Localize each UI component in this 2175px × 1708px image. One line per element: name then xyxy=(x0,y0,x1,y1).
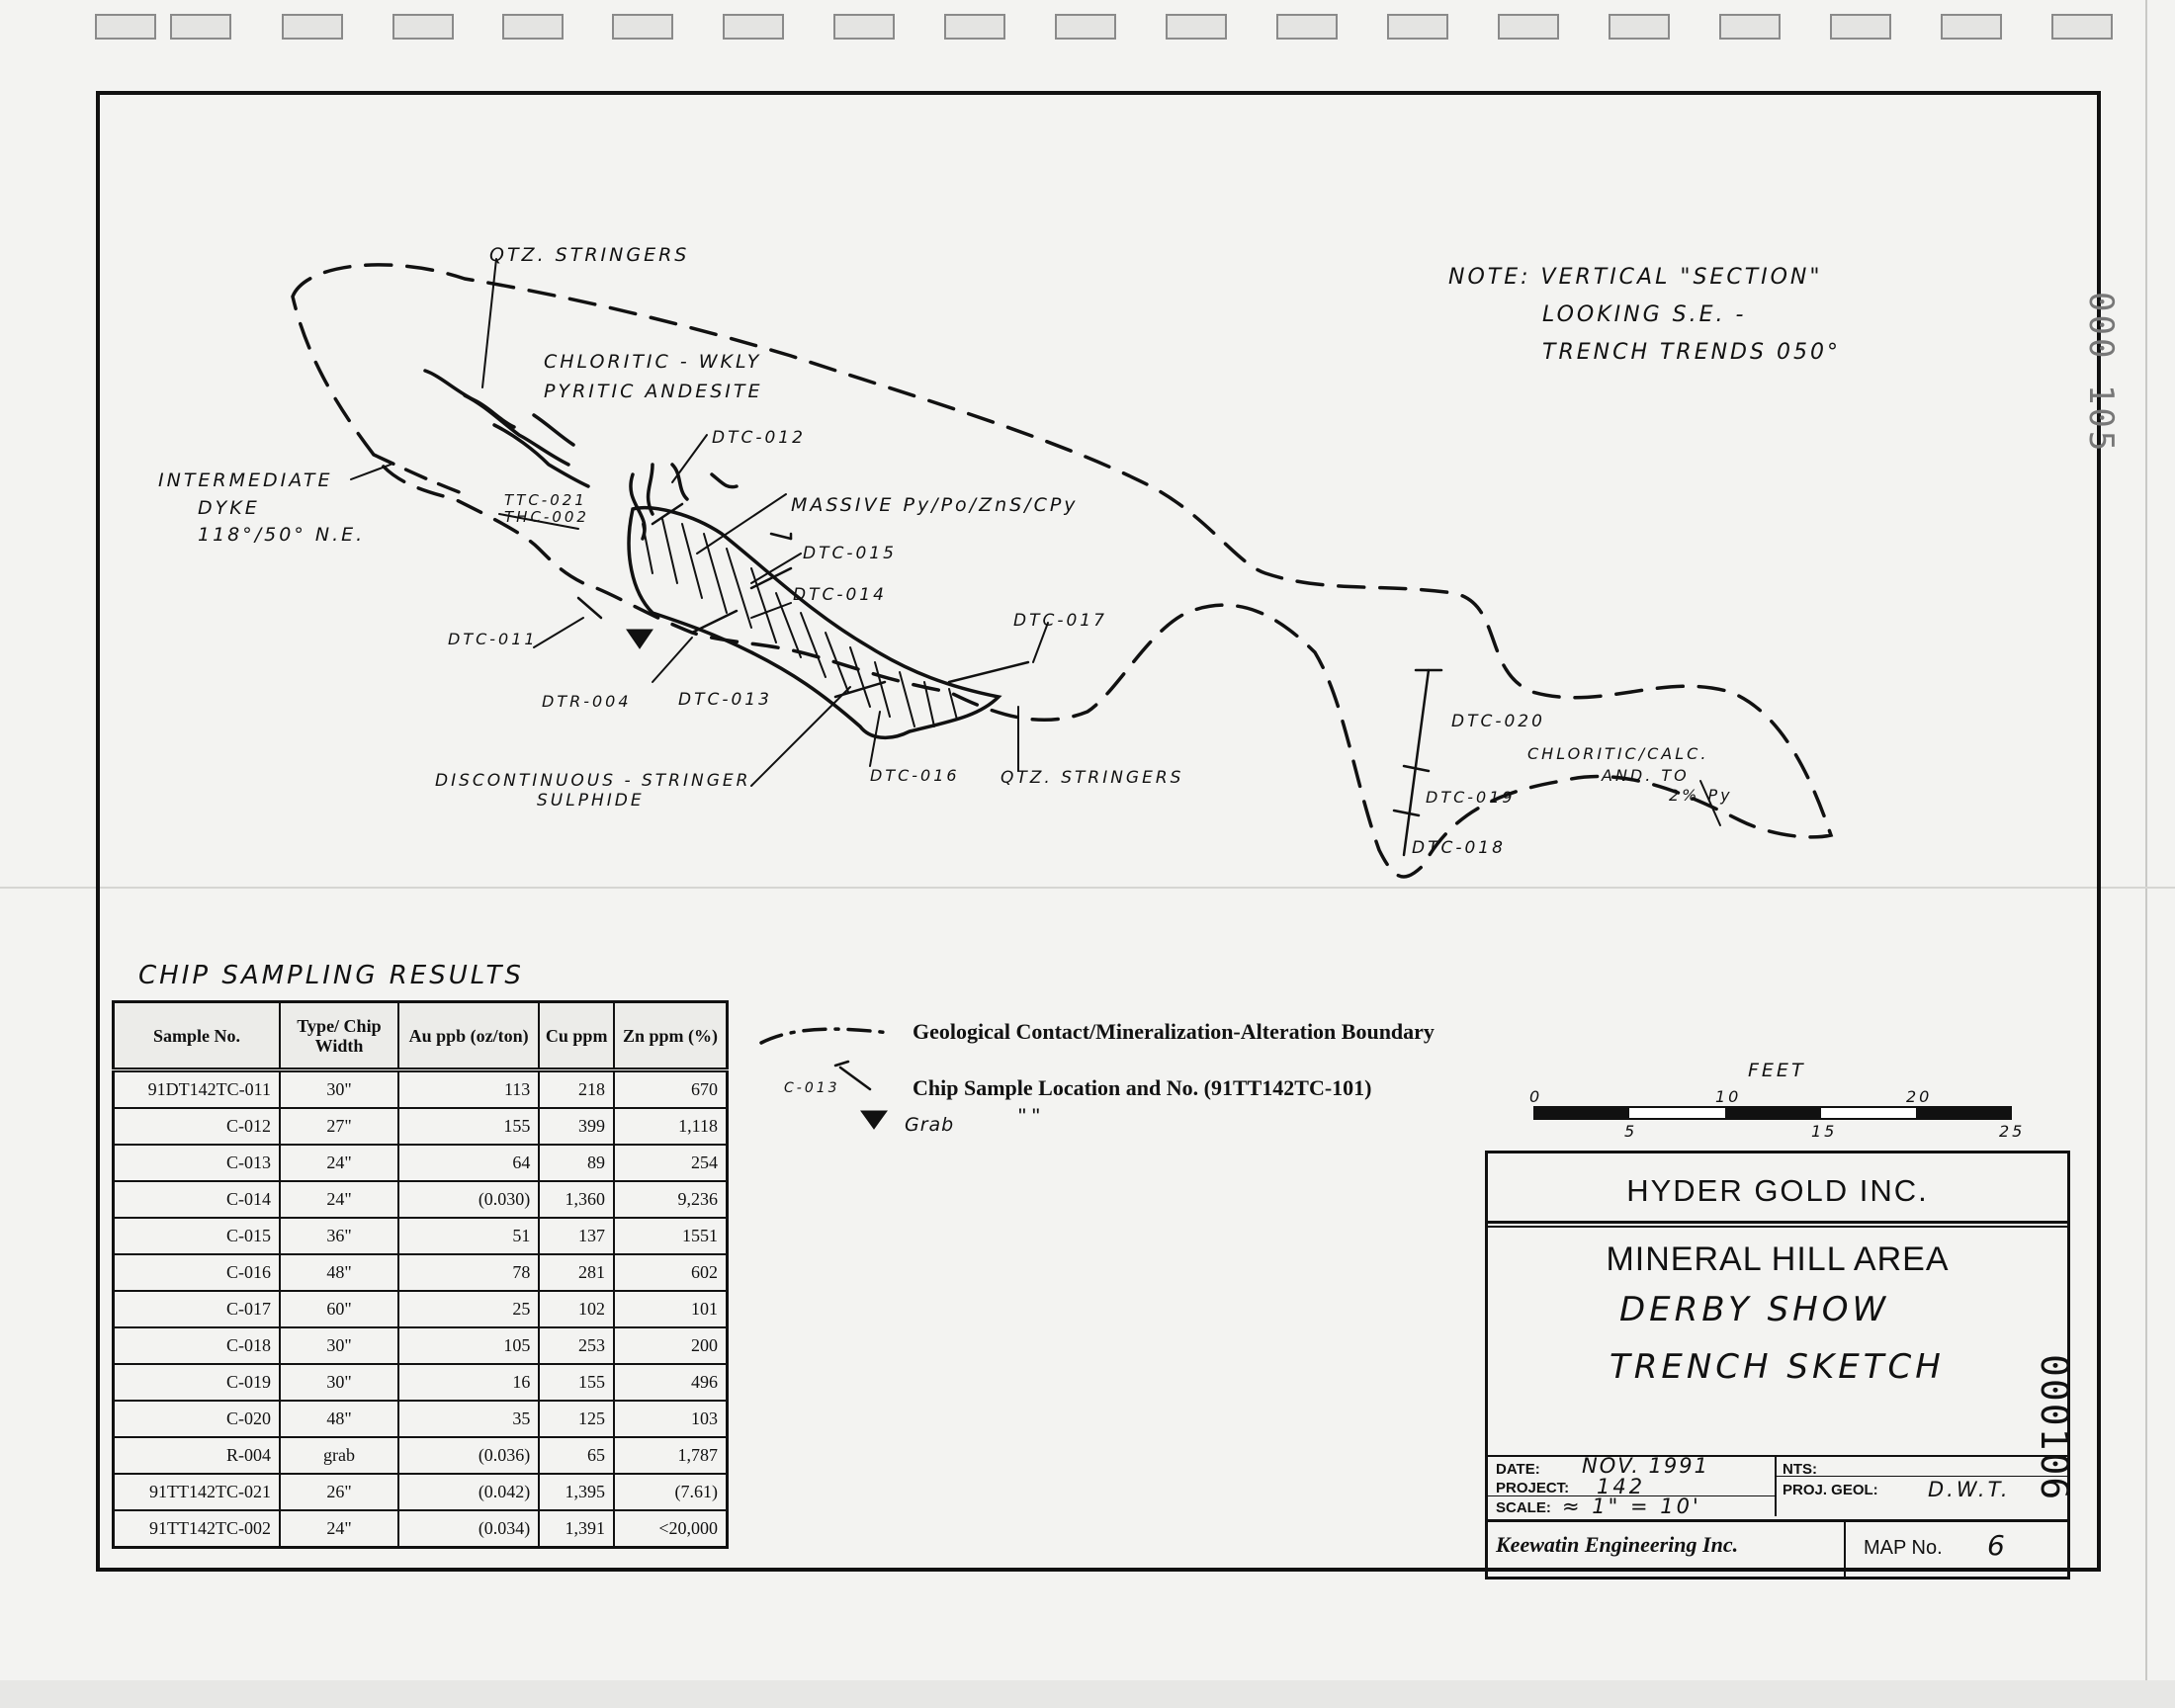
scale-tick-label: 10 xyxy=(1715,1087,1742,1106)
table-row xyxy=(114,1254,728,1291)
title-block xyxy=(1485,1151,2070,1580)
cell-type: 36" xyxy=(280,1218,398,1254)
label-sample-dtc016: DTC-016 xyxy=(870,766,960,785)
label-qtz-stringers: QTZ. STRINGERS xyxy=(1000,768,1184,788)
cell-type: 60" xyxy=(280,1291,398,1327)
label-sample-dtr004: DTR-004 xyxy=(542,692,632,711)
cell-zn: 602 xyxy=(614,1254,727,1291)
label-chloritic-calc: CHLORITIC/CALC. xyxy=(1527,744,1709,763)
cell-type: 30" xyxy=(280,1364,398,1401)
cell-zn: 9,236 xyxy=(614,1181,727,1218)
cell-zn: 103 xyxy=(614,1401,727,1437)
cell-type: 24" xyxy=(280,1510,398,1548)
cell-zn: 1,118 xyxy=(614,1108,727,1145)
document-number: 000106 xyxy=(2033,1354,2076,1502)
label-massive-sulphide: MASSIVE Py/Po/ZnS/CPy xyxy=(791,494,1079,516)
scale-tick-label: 0 xyxy=(1529,1087,1543,1106)
cell-type: 30" xyxy=(280,1327,398,1364)
note-line: NOTE: VERTICAL "SECTION" xyxy=(1448,265,1823,290)
cell-au: 35 xyxy=(398,1401,539,1437)
legend-contact-label: Geological Contact/Mineralization-Alteration Boundary xyxy=(913,1019,1435,1044)
legend-grab-ditto: " " xyxy=(1018,1104,1040,1129)
column-header: Zn ppm (%) xyxy=(614,1002,727,1070)
legend-chip-label: Chip Sample Location and No. (91TT142TC-101) xyxy=(913,1075,1372,1100)
cell-au: 113 xyxy=(398,1070,539,1109)
label-chloritic-calc: 2% Py xyxy=(1669,786,1733,805)
divider xyxy=(1488,1221,2067,1224)
table-row xyxy=(114,1401,728,1437)
cell-type: grab xyxy=(280,1437,398,1474)
cell-type: 24" xyxy=(280,1181,398,1218)
geologist-value: D.W.T. xyxy=(1928,1478,2011,1501)
label-pyritic-andesite: PYRITIC ANDESITE xyxy=(544,381,763,402)
cell-sample-no: C-013 xyxy=(114,1145,281,1181)
cell-au: 64 xyxy=(398,1145,539,1181)
cell-cu: 155 xyxy=(539,1364,614,1401)
cell-type: 48" xyxy=(280,1254,398,1291)
table-row xyxy=(114,1108,728,1145)
cell-type: 26" xyxy=(280,1474,398,1510)
cell-zn: 101 xyxy=(614,1291,727,1327)
label-sample-thc002: THC-002 xyxy=(504,508,589,526)
divider xyxy=(1775,1455,1777,1516)
label-dyke: INTERMEDIATE xyxy=(158,470,333,491)
table-header-row xyxy=(114,1002,728,1070)
cell-sample-no: 91TT142TC-021 xyxy=(114,1474,281,1510)
cell-cu: 137 xyxy=(539,1218,614,1254)
cell-au: 51 xyxy=(398,1218,539,1254)
cell-zn: <20,000 xyxy=(614,1510,727,1548)
cell-au: (0.042) xyxy=(398,1474,539,1510)
cell-type: 27" xyxy=(280,1108,398,1145)
label-sample-dtc017: DTC-017 xyxy=(1013,611,1107,631)
label-sample-dtc019: DTC-019 xyxy=(1426,788,1516,807)
cell-sample-no: C-016 xyxy=(114,1254,281,1291)
label-qtz-stringers: QTZ. STRINGERS xyxy=(489,244,690,266)
area-name: MINERAL HILL AREA xyxy=(1606,1240,1950,1278)
cell-sample-no: C-014 xyxy=(114,1181,281,1218)
section-note xyxy=(1448,259,1841,372)
map-number-label: MAP No. xyxy=(1864,1537,1943,1559)
cell-cu: 1,395 xyxy=(539,1474,614,1510)
document-number-faint: 000 105 xyxy=(2081,292,2121,455)
map-title-line: DERBY SHOW xyxy=(1619,1290,1890,1329)
cell-sample-no: C-020 xyxy=(114,1401,281,1437)
table-row xyxy=(114,1364,728,1401)
project-value: 142 xyxy=(1597,1475,1646,1498)
cell-cu: 65 xyxy=(539,1437,614,1474)
cell-zn: (7.61) xyxy=(614,1474,727,1510)
cell-sample-no: C-017 xyxy=(114,1291,281,1327)
label-chloritic: CHLORITIC - WKLY xyxy=(544,351,762,373)
cell-sample-no: C-019 xyxy=(114,1364,281,1401)
note-line: LOOKING S.E. - xyxy=(1542,302,1747,327)
chip-sampling-table xyxy=(112,1000,729,1549)
table-row xyxy=(114,1291,728,1327)
legend-grab-label: Grab xyxy=(905,1114,955,1136)
cell-cu: 218 xyxy=(539,1070,614,1109)
table-row xyxy=(114,1218,728,1254)
scale-tick-label: 20 xyxy=(1906,1087,1933,1106)
date-value: NOV. 1991 xyxy=(1582,1454,1709,1478)
label-sample-dtc011: DTC-011 xyxy=(448,630,538,648)
table-row xyxy=(114,1181,728,1218)
cell-cu: 125 xyxy=(539,1401,614,1437)
scale-tick-label: 25 xyxy=(1999,1122,2026,1141)
divider xyxy=(1488,1455,2067,1457)
cell-cu: 1,360 xyxy=(539,1181,614,1218)
cell-cu: 399 xyxy=(539,1108,614,1145)
table-title: CHIP SAMPLING RESULTS xyxy=(138,961,524,990)
company-name: HYDER GOLD INC. xyxy=(1626,1173,1929,1208)
cell-cu: 1,391 xyxy=(539,1510,614,1548)
legend-contact-symbol xyxy=(761,1029,890,1043)
cell-sample-no: R-004 xyxy=(114,1437,281,1474)
divider xyxy=(1488,1519,2067,1522)
table-row xyxy=(114,1437,728,1474)
scale-label: SCALE: xyxy=(1496,1499,1551,1516)
table-row xyxy=(114,1145,728,1181)
legend-chip-symbol: C-013 xyxy=(784,1080,840,1096)
label-dyke-attitude: 118°/50° N.E. xyxy=(198,524,366,546)
table-row xyxy=(114,1070,728,1109)
label-sample-dtc012: DTC-012 xyxy=(712,428,806,448)
cell-cu: 281 xyxy=(539,1254,614,1291)
label-sample-dtc014: DTC-014 xyxy=(793,585,887,605)
project-label: PROJECT: xyxy=(1496,1480,1570,1496)
scale-title: FEET xyxy=(1748,1060,1806,1081)
label-sample-dtc015: DTC-015 xyxy=(803,544,897,563)
label-discontinuous-stringer: DISCONTINUOUS - STRINGER xyxy=(435,771,751,791)
cell-au: 155 xyxy=(398,1108,539,1145)
cell-au: (0.034) xyxy=(398,1510,539,1548)
cell-cu: 253 xyxy=(539,1327,614,1364)
cell-zn: 1551 xyxy=(614,1218,727,1254)
map-number-value: 6 xyxy=(1987,1529,2008,1562)
cell-zn: 1,787 xyxy=(614,1437,727,1474)
cell-type: 24" xyxy=(280,1145,398,1181)
cell-au: 78 xyxy=(398,1254,539,1291)
column-header: Sample No. xyxy=(114,1002,281,1070)
cell-type: 30" xyxy=(280,1070,398,1109)
cell-au: 16 xyxy=(398,1364,539,1401)
label-dyke: DYKE xyxy=(198,497,260,519)
label-sample-dtc013: DTC-013 xyxy=(678,690,772,710)
divider xyxy=(1844,1519,1846,1577)
cell-au: 105 xyxy=(398,1327,539,1364)
cell-au: 25 xyxy=(398,1291,539,1327)
cell-zn: 670 xyxy=(614,1070,727,1109)
column-header: Au ppb (oz/ton) xyxy=(398,1002,539,1070)
table-row xyxy=(114,1510,728,1548)
table-row xyxy=(114,1474,728,1510)
cell-sample-no: 91TT142TC-002 xyxy=(114,1510,281,1548)
firm-name: Keewatin Engineering Inc. xyxy=(1496,1532,1739,1557)
label-sulphide: SULPHIDE xyxy=(537,791,645,811)
cell-cu: 102 xyxy=(539,1291,614,1327)
label-sample-dtc018: DTC-018 xyxy=(1412,838,1506,858)
column-header: Type/ Chip Width xyxy=(280,1002,398,1070)
cell-sample-no: C-018 xyxy=(114,1327,281,1364)
label-sample-dtc020: DTC-020 xyxy=(1451,712,1545,731)
cell-au: (0.030) xyxy=(398,1181,539,1218)
label-chloritic-calc: AND. TO xyxy=(1602,766,1690,785)
divider xyxy=(1775,1476,2067,1477)
note-line: TRENCH TRENDS 050° xyxy=(1542,340,1841,365)
cell-sample-no: C-015 xyxy=(114,1218,281,1254)
label-sample-ttc021: TTC-021 xyxy=(504,491,587,509)
cell-zn: 200 xyxy=(614,1327,727,1364)
cell-cu: 89 xyxy=(539,1145,614,1181)
cell-au: (0.036) xyxy=(398,1437,539,1474)
divider xyxy=(1488,1226,2067,1228)
scale-value: ≈ 1" = 10' xyxy=(1562,1494,1701,1518)
map-title-line: TRENCH SKETCH xyxy=(1610,1347,1945,1387)
column-header: Cu ppm xyxy=(539,1002,614,1070)
cell-sample-no: 91DT142TC-011 xyxy=(114,1070,281,1109)
cell-zn: 254 xyxy=(614,1145,727,1181)
table-row xyxy=(114,1327,728,1364)
cell-zn: 496 xyxy=(614,1364,727,1401)
date-label: DATE: xyxy=(1496,1461,1540,1478)
scale-tick-label: 15 xyxy=(1811,1122,1838,1141)
scale-tick-label: 5 xyxy=(1624,1122,1638,1141)
cell-type: 48" xyxy=(280,1401,398,1437)
cell-sample-no: C-012 xyxy=(114,1108,281,1145)
nts-label: NTS: xyxy=(1783,1461,1817,1478)
geologist-label: PROJ. GEOL: xyxy=(1783,1482,1878,1498)
